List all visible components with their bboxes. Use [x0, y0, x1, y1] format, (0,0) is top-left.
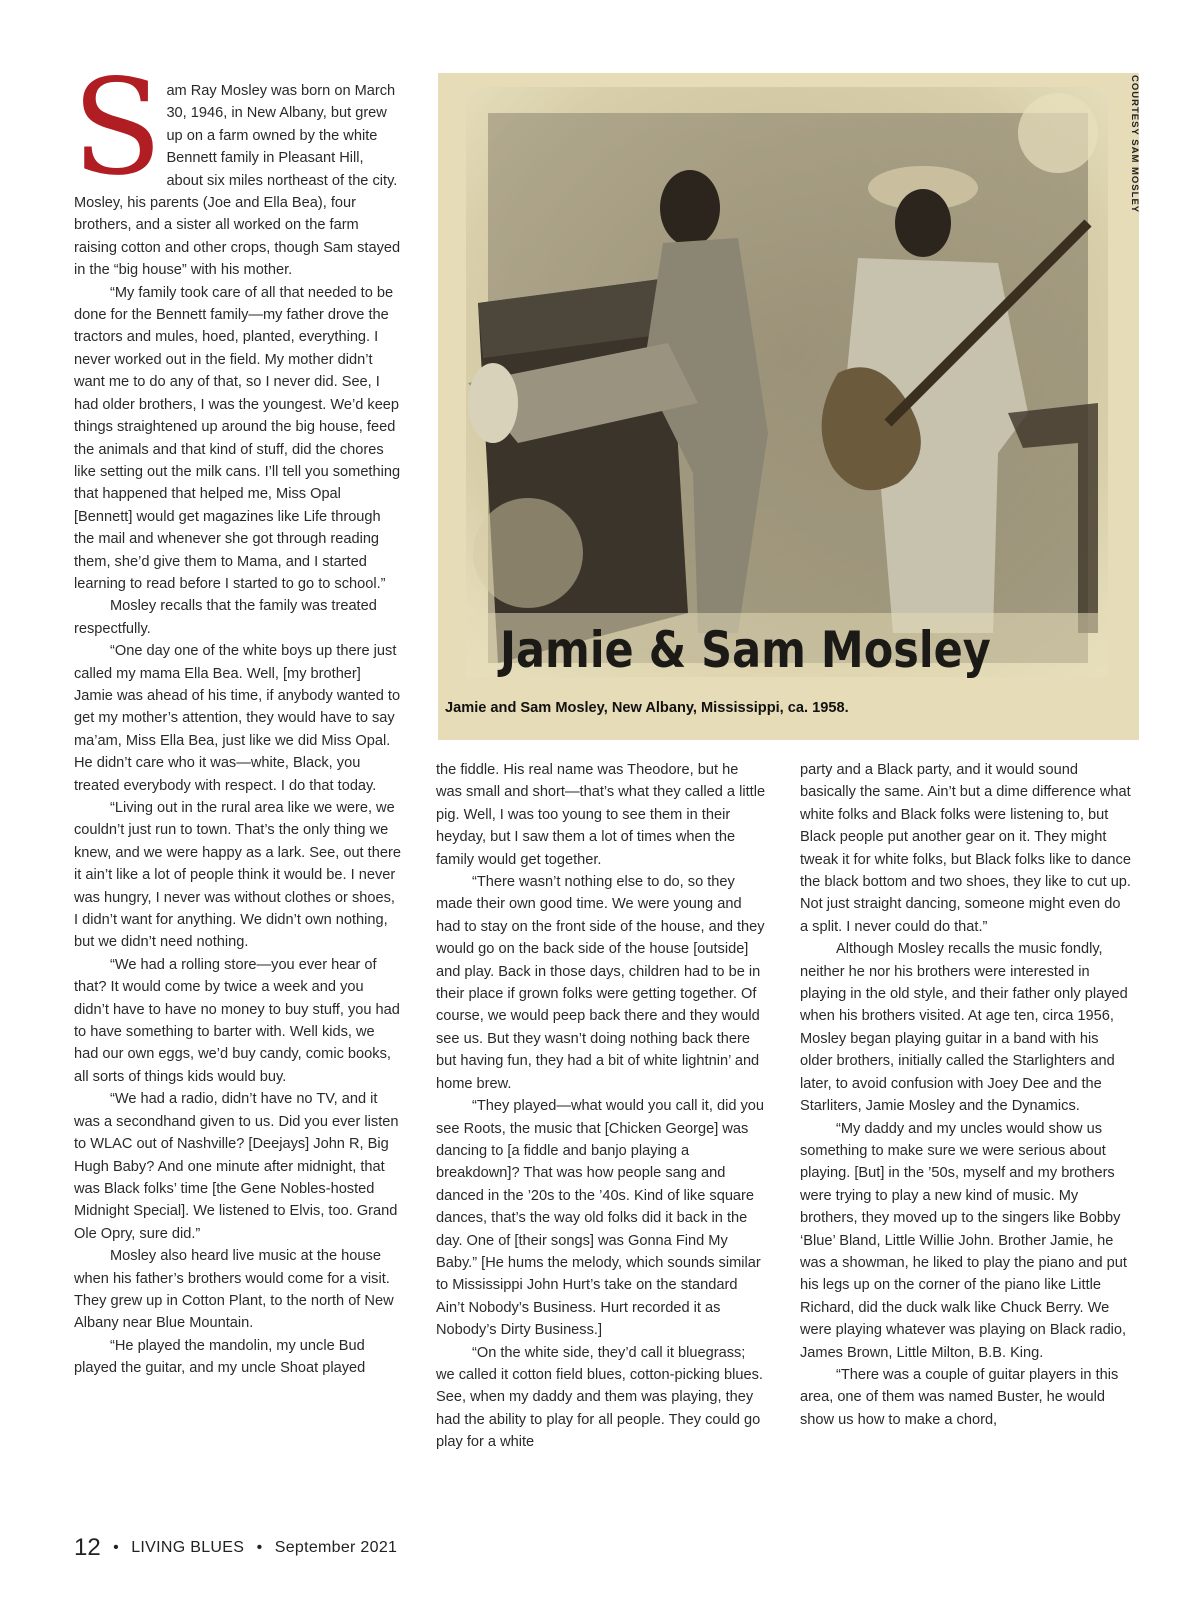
article-column-1 [72, 51, 402, 1380]
paragraph: “They played—what would you call it, did you see Roots, the music that [Chicken George] was dancing to [a fiddle and banjo playing a breakdown]? That was how people sang and danced in the ’20s to the ’40s. Kind of like square dances, that’s the way old folks did it back in the day. One of [their songs] was Gonna Find My Baby.” [He hums the melody, which sounds similar to Mississippi John Hurt’s take on the standard Ain’t Nobody’s Business. Hurt recorded it as Nobody’s Dirty Business.] [436, 1098, 765, 1339]
article-column-2 [436, 759, 766, 1454]
paragraph: “On the white side, they’d call it bluegrass; we called it cotton field blues, cotton-picking blues. See, when my daddy and them was playing, they had the ability to play for all people. They could go play for a white [436, 1344, 763, 1451]
paragraph: Mosley also heard live music at the house when his father’s brothers would come for a visit. They grew up in Cotton Plant, to the north of New Albany near Blue Mountain. [74, 1248, 394, 1332]
drop-cap: S [72, 51, 163, 205]
paragraph: Mosley recalls that the family was treated respectfully. [74, 598, 377, 637]
page-footer [74, 1534, 397, 1562]
photo-caption: Jamie and Sam Mosley, New Albany, Mississippi, ca. 1958. [445, 700, 849, 716]
page-number: 12 [74, 1534, 101, 1561]
paragraph: “My family took care of all that needed to be done for the Bennett family—my father drove the tractors and mules, hoed, planted, everything. I never worked out in the field. My mother didn’t want me to do any of that, so I never did. See, I had older brothers, I was the youngest. We’d keep things straightened up around the big house, feed the animals and that kind of stuff, did the chores like setting out the milk cans. I’ll tell you something that happened that helped me, Miss Opal [Bennett] would get magazines like Life through the mail and whenever she got through reading them, she’d give them to Mama, and I started learning to read before I started to go to school.” [74, 284, 401, 592]
photo-credit [1127, 75, 1143, 255]
paragraph-text: am Ray Mosley was born on March 30, 1946, in New Albany, but grew up on a farm owned by the white Bennett family in Pleasant Hill, about six miles northeast of the city. Mosley, his parents (Joe and Ella Bea), four brothers, and a sister all worked on the farm raising cotton and other crops, though Sam stayed in the “big house” with his mother. [74, 83, 401, 279]
paragraph: “One day one of the white boys up there just called my mama Ella Bea. Well, [my brother] Jamie was ahead of his time, if anybody wanted to get my mother’s attention, they would have to say ma’am, Miss Ella Bea, just like we did Miss Opal. He didn’t care who it was—white, Black, you treated everybody with respect. I do that today. [74, 643, 401, 794]
paragraph: party and a Black party, and it would sound basically the same. Ain’t but a dime difference what white folks and Black folks were listening to, but Black people put another gear on it. They might tweak it for white folks, but Black folks like to dance the black bottom and two shoes, they like to cut up. Not just straight dancing, someone might even do a split. I never could do that.” [800, 762, 1131, 935]
photo [438, 73, 1139, 740]
paragraph: “We had a radio, didn’t have no TV, and it was a secondhand given to us. Did you ever listen to WLAC out of Nashville? [Deejays] John R, Big Hugh Baby? And one minute after midnight, that was Black folks’ time [the Gene Nobles-hosted Midnight Special]. We listened to Elvis, too. Grand Ole Opry, sure did.” [74, 1091, 399, 1242]
paragraph: “We had a rolling store—you ever hear of that? It would come by twice a week and you didn’t have to have no money to buy stuff, you had to have something to barter with. Well kids, we had our own eggs, we’d buy candy, comic books, all sorts of things kids would buy. [74, 956, 400, 1085]
paragraph: “My daddy and my uncles would show us something to make sure we were serious about playing. [But] in the ’50s, myself and my brothers were trying to play a new kind of music. My brothers, they moved up to the singers like Bobby ‘Blue’ Bland, Little Willie John. Brother Jamie, he was a showman, he liked to play the piano and put his legs up on the corner of the piano like Little Richard, did the duck walk like Chuck Berry. We were playing whatever was playing on Black radio, James Brown, Little Milton, B.B. King. [800, 1120, 1127, 1361]
issue-date: September 2021 [274, 1539, 398, 1556]
paragraph: “He played the mandolin, my uncle Bud played the guitar, and my uncle Shoat played [74, 1337, 366, 1377]
paragraph [72, 51, 402, 282]
photo-credit-text: COURTESY SAM MOSLEY [1129, 75, 1140, 214]
paragraph: “Living out in the rural area like we were, we couldn’t just run to town. That’s the only thing we knew, and we were happy as a lark. See, out there it ain’t like a lot of people think it would be. I never was hungry, I never was without clothes or shoes, I didn’t want for anything. We didn’t own nothing, but we didn’t need nothing. [74, 800, 401, 951]
paragraph: “There was a couple of guitar players in this area, one of them was named Buster, he would show us how to make a chord, [800, 1366, 1119, 1428]
paragraph: the fiddle. His real name was Theodore, but he was small and short—that’s what they called a little pig. Well, I was too young to see them in their heyday, but I saw them a lot of times when the family would get together. [436, 762, 766, 868]
bullet-separator: • [113, 1539, 119, 1556]
paragraph: Although Mosley recalls the music fondly, neither he nor his brothers were interested in playing in the old style, and their father only played when his brothers visited. At age ten, circa 1956, Mosley began playing guitar in a band with his older brothers, initially called the Starlighters and later, to avoid confusion with Joey Dee and the Starliters, Jamie Mosley and the Dynamics. [800, 941, 1128, 1115]
paragraph: “There wasn’t nothing else to do, so they made their own good time. We were young and had to stay on the front side of the house, and they would go on the back side of the house [outside] and play. Back in those days, children had to be in their place if grown folks were getting together. Of course, we would peep back there and they would see us. But they wasn’t doing nothing back there but having fun, they had a bit of white lightnin’ and home brew. [436, 874, 765, 1092]
magazine-name: LIVING BLUES [131, 1539, 245, 1556]
article-column-3 [800, 759, 1132, 1431]
photo-title: Jamie & Sam Mosley [500, 621, 991, 679]
bullet-separator: • [256, 1539, 263, 1556]
